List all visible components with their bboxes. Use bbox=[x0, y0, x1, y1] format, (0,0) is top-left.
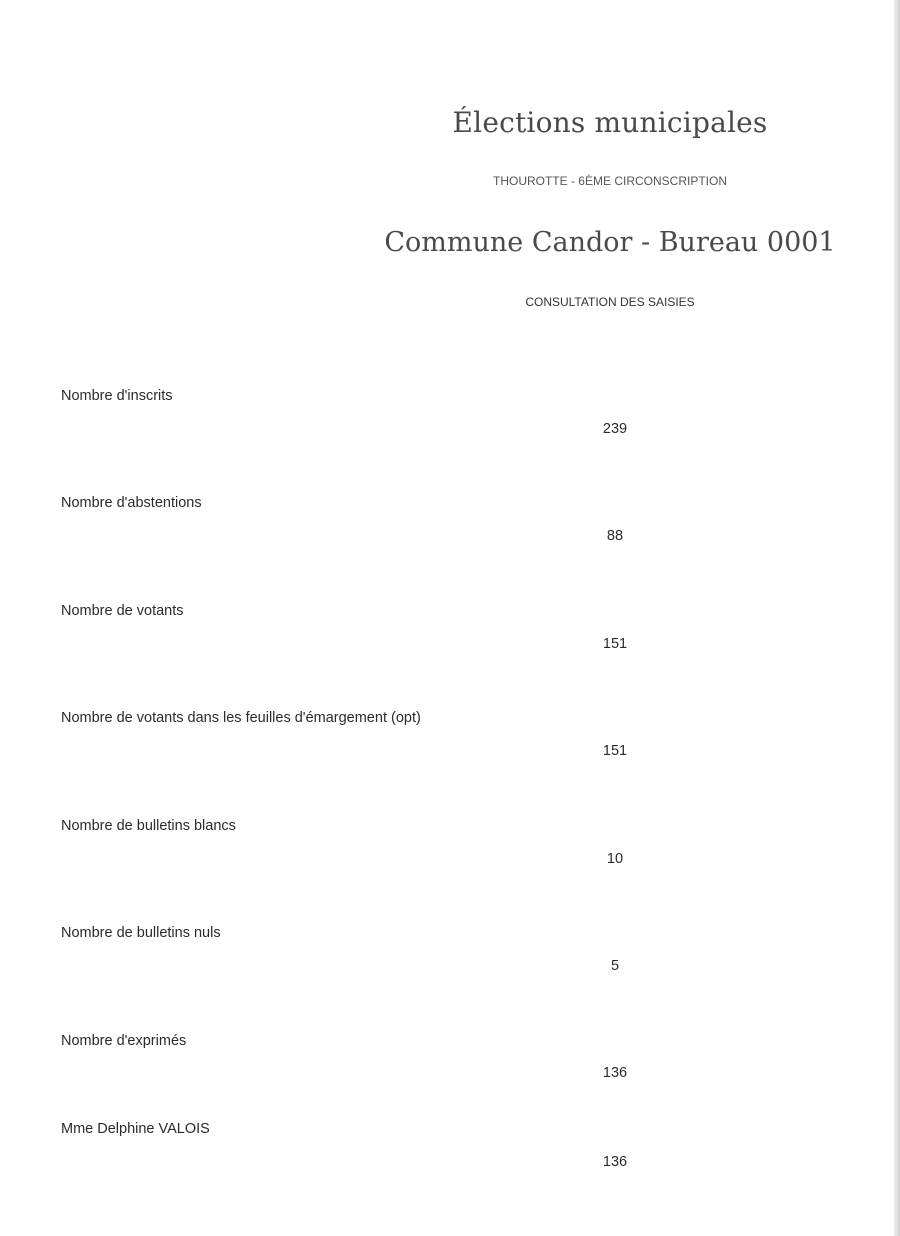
row-label: Nombre de bulletins nuls bbox=[61, 925, 221, 941]
row-value: 88 bbox=[606, 528, 624, 544]
row-label: Nombre de bulletins blancs bbox=[61, 818, 236, 834]
row-label: Nombre de votants bbox=[61, 603, 184, 619]
row-value: 151 bbox=[602, 636, 628, 652]
row-label: Nombre de votants dans les feuilles d'émargement (opt) bbox=[61, 710, 421, 726]
row-label: Nombre d'exprimés bbox=[61, 1033, 187, 1049]
row-value: 136 bbox=[602, 1065, 628, 1081]
candidate-votes: 136 bbox=[602, 1154, 628, 1170]
row-value: 239 bbox=[602, 421, 628, 437]
candidate-name: Mme Delphine VALOIS bbox=[61, 1121, 210, 1137]
row-label: Nombre d'abstentions bbox=[61, 495, 202, 511]
row-value: 5 bbox=[610, 958, 620, 974]
page-title: Élections municipales bbox=[452, 106, 768, 139]
section-heading: CONSULTATION DES SAISIES bbox=[525, 295, 695, 309]
commune-bureau-heading: Commune Candor - Bureau 0001 bbox=[384, 227, 836, 258]
row-value: 151 bbox=[602, 743, 628, 759]
circonscription-subtitle: THOUROTTE - 6ÈME CIRCONSCRIPTION bbox=[492, 174, 727, 188]
row-label: Nombre d'inscrits bbox=[61, 388, 173, 404]
page-edge-shadow bbox=[894, 0, 900, 1236]
row-value: 10 bbox=[606, 851, 624, 867]
